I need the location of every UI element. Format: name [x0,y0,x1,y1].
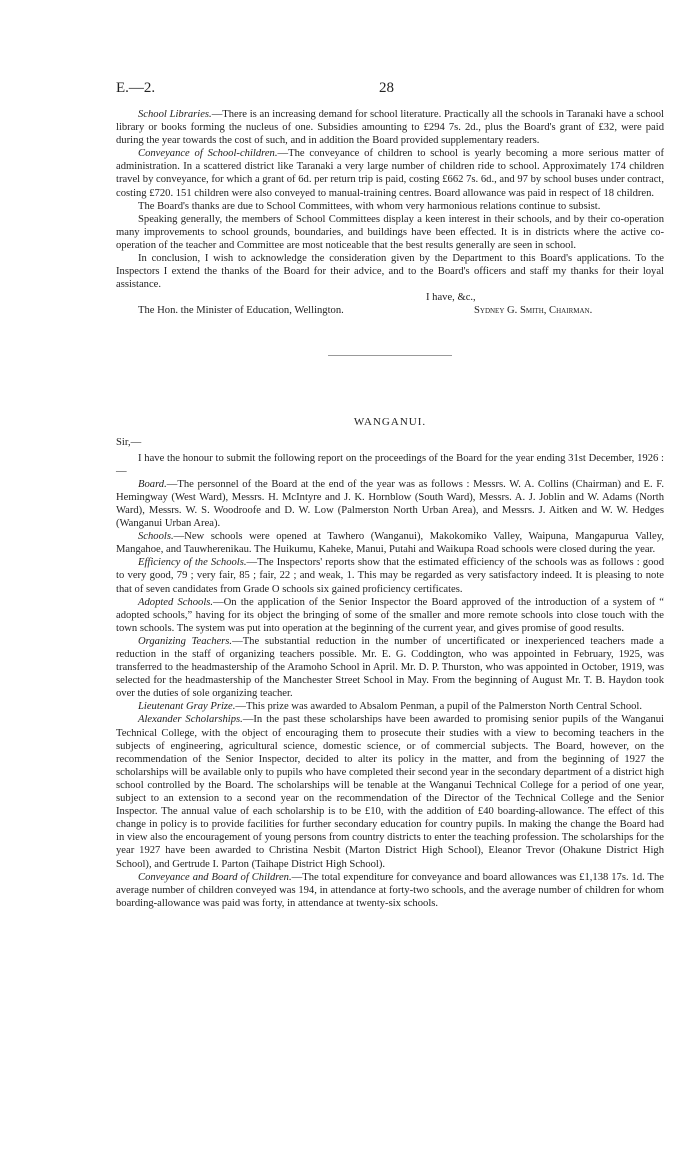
paragraph-heading: Lieutenant Gray Prize. [138,701,236,713]
paragraph-school-libraries [116,108,664,147]
paragraph-conveyance-board [116,871,664,910]
paragraph-text: —The conveyance of children to school is yearly becoming a more serious matter of administration. In a scattered district like Taranaki a very large number of children ride to school. Approximately 174 children travel by conveyance, for which a grant of 6d. per return trip is paid, costing £662 7s. 6d., and 97 by school buses under contract, costing £720. 151 children were also conveyed to manual-training centres. Board allowance was paid in respect of 18 children. [116,148,664,199]
paragraph-adopted-schools [116,596,664,635]
page-body [116,108,664,910]
paragraph-text: —This prize was awarded to Absalom Penman, a pupil of the Palmerston North Central School. [235,701,643,713]
paragraph-heading: Schools. [138,531,174,543]
paragraph-text: —The total expenditure for conveyance and board allowances was £1,138 17s. 1d. The average number of children conveyed was 194, in attendance at forty-two schools, and the average number of children for whom boarding-allowance was paid was forty, in attendance at twenty-six schools. [116,871,664,909]
paragraph-text: —The Inspectors' reports show that the estimated efficiency of the schools was as follows : good to very good, 79 ; very fair, 85 ; fair, 22 ; and weak, 1. This may be regarded as very satisfactory indeed. It is pleasing to note that of seven candidates from Grade O schools six gained proficiency certificates. [116,557,664,595]
paragraph-heading: Conveyance and Board of Children. [138,871,292,883]
paragraph-heading: School Libraries. [138,109,212,120]
paragraph-conclusion [116,252,664,291]
paragraph-text: —On the application of the Senior Inspector the Board approved of the introduction of a system of “ adopted schools,” having for its object the bringing of some of the smaller and more remote schools into close touch with the town schools. The system was put into operation at the beginning of the current year, and gives promise of good results. [116,596,664,634]
signature: Sydney G. Smith, Chairman. [474,305,593,317]
opening-paragraph: I have the honour to submit the following report on the proceedings of the Board for the year ending 31st December, 1926 :— [116,452,664,477]
closing-line: I have, &c., [426,292,476,304]
paragraph-text: The Board's thanks are due to School Committees, with whom very harmonious relations continue to subsist. [138,200,601,212]
paragraph-text: In conclusion, I wish to acknowledge the consideration given by the Department to this Board's applications. To the Inspectors I extend the thanks of the Board for their advice, and to the Board's officers and staff my thanks for their loyal assistance. [116,253,664,291]
paragraph-text: —In the past these scholarships have been awarded to promising senior pupils of the Wanganui Technical College, with the object of encouraging them to prosecute their studies with a view to becoming teachers in the subjects of engineering, agricultural science, domestic science, or of commercial subjects. The Board, however, on the recommendation of the Senior Inspector, decided to alter its policy in the matter, and from the beginning of 1927 the scholarships will be available only to pupils who have completed their second year in the secondary department of a district high school controlled by the Board. The scholarships will be tenable at the Wanganui Technical College for a period of one year, subject to an extension to a second year on the recommendation of the Director of the Technical College and the Senior Inspector. The annual value of each scholarship is to be £10, with the addition of £40 boarding-allowance. The effect of this change in policy is to provide facilities for further secondary education for country pupils. In making the change the Board had in view also the encouragement of young persons from country districts to enter the teaching profession. The scholarships for the year 1927 have been awarded to Christina Nesbit (Marton District High School), Eleanor Trevor (Ohakune District High School), and Gertrude I. Parton (Taihape District High School). [116,714,664,870]
paragraph-text: —New schools were opened at Tawhero (Wanganui), Makokomiko Valley, Waipuna, Mangapurua Valley, Mangahoe, and Tauwherenikau. The Huikumu, Kaheke, Manui, Putahi and Waikupa Road schools were closed during the year. [116,531,664,556]
paragraph-text: —There is an increasing demand for school literature. Practically all the schools in Taranaki have a school library or books forming the nucleus of one. Subsidies amounting to £294 7s. 2d., plus the Board's grant of £32, were paid during the year towards the cost of such, and in addition the Board provided supplementary readers. [116,109,664,147]
page-header [116,80,664,100]
paragraph-gray-prize [116,700,664,713]
paragraph-heading: Board. [138,478,167,490]
paragraph-schools [116,530,664,556]
addressee: The Hon. the Minister of Education, Wellington. [138,305,344,317]
signature-block [116,291,664,318]
salutation: Sir,— [116,436,142,448]
section-divider [328,355,452,356]
paragraph-thanks [116,200,664,213]
page-number: 28 [379,80,394,96]
paragraph-heading: Conveyance of School-children. [138,148,278,160]
paragraph-text: —The personnel of the Board at the end of the year was as follows : Messrs. W. A. Collins (Chairman) and E. F. Hemingway (West Ward), Messrs. H. McIntyre and J. K. Hornblow (South Ward), Messrs. A. J. Joblin and W. Adams (North Ward), Messrs. W. S. Woodroofe and D. W. Low (Palmerston North Urban Area), and Messrs. J. Aitken and W. W. Hedges (Wanganui Urban Area). [116,478,664,530]
paragraph-committees [116,213,664,252]
paragraph-text: —The substantial reduction in the number of uncertificated or inexperienced teachers made a reduction in the staff of organizing teachers possible. Mr. E. G. Coddington, who was appointed in February, 1925, was transferred to the headmastership of the Aramoho School in April. Mr. D. P. Thurston, who was appointed in October, 1919, was selected for the headmastership of the Manchester Street School in May. From the beginning of August Mr. T. B. Haydon took over the duties of sole organizing teacher. [116,635,664,700]
paragraph-text: Speaking generally, the members of School Committees display a keen interest in their schools, and by their co-operation many improvements to school grounds, boundaries, and buildings have been effected. It is in districts where the active co-operation of the teacher and Committee are most noticeable that the best results generally are seen in school. [116,213,664,251]
paragraph-heading: Organizing Teachers. [138,635,233,647]
paragraph-heading: Alexander Scholarships. [138,714,243,726]
paragraph-heading: Efficiency of the Schools. [138,557,247,569]
paragraph-heading: Adopted Schools. [138,596,214,608]
wanganui-section [116,416,664,909]
section-title: WANGANUI. [353,416,427,429]
report-code: E.—2. [116,80,156,96]
taranaki-section [116,108,664,318]
paragraph-organizing-teachers [116,635,664,700]
paragraph-efficiency [116,556,664,595]
paragraph-conveyance [116,147,664,199]
paragraph-board [116,478,664,530]
paragraph-alexander-scholarships [116,713,664,870]
